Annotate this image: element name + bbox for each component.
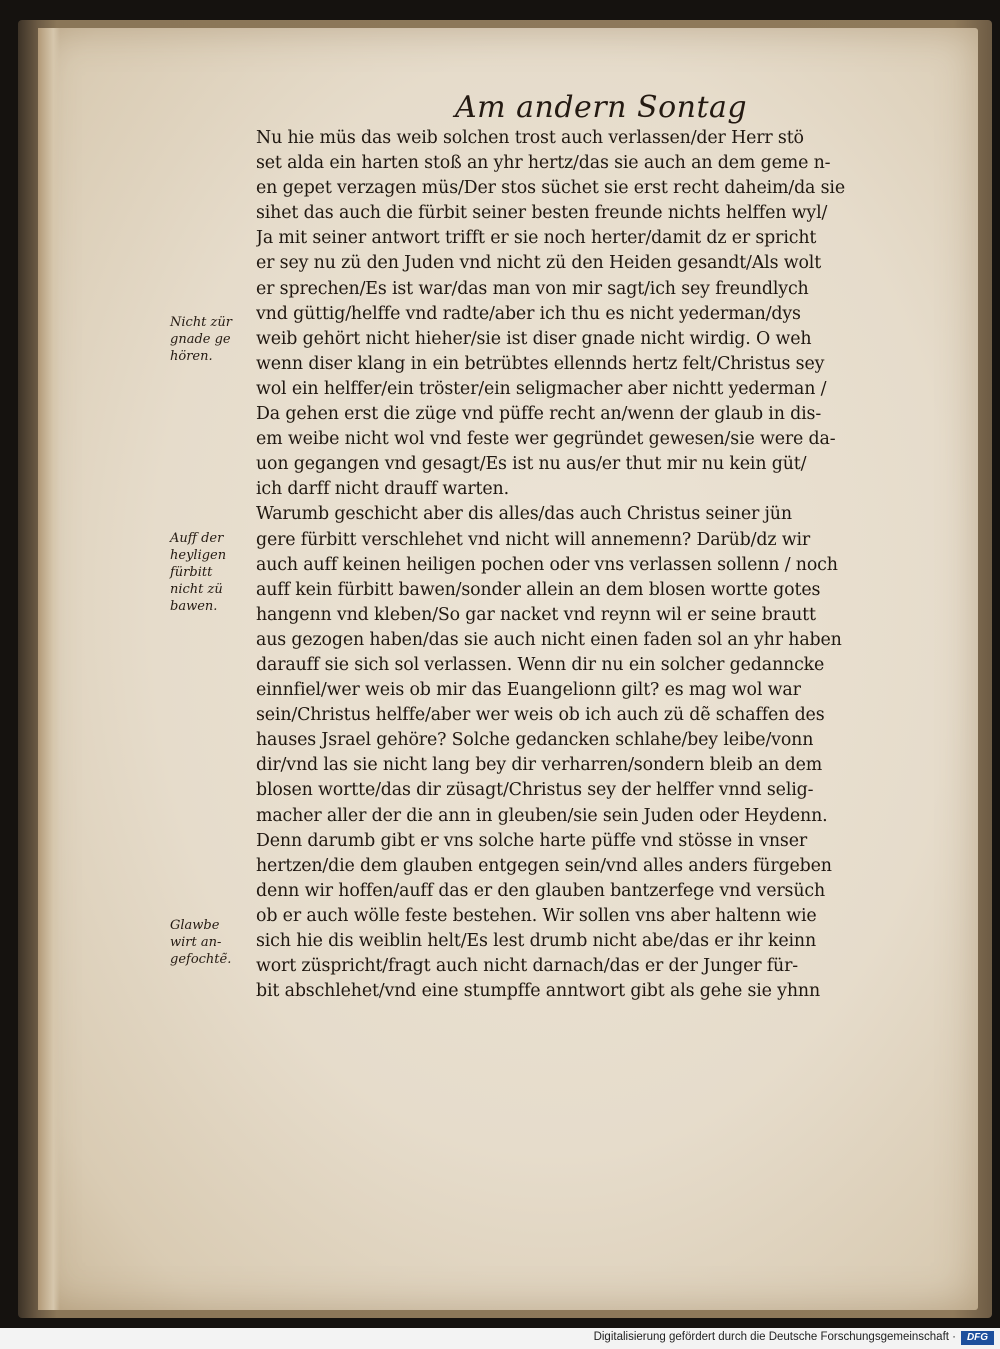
text-line: denn wir hoffen/auff das er den glauben bantzerfege vnd versüch	[256, 880, 826, 901]
text-line: uon gegangen vnd gesagt/Es ist nu aus/er thut mir nu kein güt/	[256, 454, 807, 475]
marginal-note-line: Nicht zür	[170, 315, 232, 330]
marginal-note-line: wirt an-	[170, 935, 222, 950]
marginal-note-line: hören.	[170, 349, 213, 364]
text-line: er sprechen/Es ist war/das man von mir sagt/ich sey freundlych	[256, 278, 809, 299]
running-head: Am andern Sontag	[455, 90, 748, 125]
text-line: sein/Christus helffe/aber wer weis ob ich auch zü dẽ schaffen des	[256, 705, 825, 726]
marginal-note-2	[170, 530, 260, 615]
text-line: em weibe nicht wol vnd feste wer gegründet gewesen/sie were da-	[256, 429, 836, 450]
text-line: gere fürbitt verschlehet vnd nicht will annemenn? Darüb/dz wir	[256, 529, 811, 550]
footer-credit: Digitalisierung gefördert durch die Deutsche Forschungsgemeinschaft ·	[593, 1331, 956, 1343]
marginal-note-line: gefochtẽ.	[170, 952, 232, 967]
text-line: hangenn vnd kleben/So gar nacket vnd reynn wil er seine brautt	[256, 604, 816, 625]
marginal-note-line: Glawbe	[170, 918, 220, 933]
marginal-note-line: bawen.	[170, 599, 218, 614]
text-line: Warumb geschicht aber dis alles/das auch Christus seiner jün	[256, 504, 792, 525]
text-line: ich darff nicht drauff warten.	[256, 479, 509, 500]
text-line: wenn diser klang in ein betrübtes ellennds hertz felt/Christus sey	[256, 353, 825, 374]
text-line: sich hie dis weiblin helt/Es lest drumb nicht abe/das er ihr keinn	[256, 931, 817, 951]
text-line: er sey nu zü den Juden vnd nicht zü den Heiden gesandt/Als wolt	[256, 253, 822, 274]
text-line: weib gehört nicht hieher/sie ist diser gnade nicht wirdig. O weh	[256, 328, 812, 349]
text-line: ob er auch wölle feste bestehen. Wir sollen vns aber haltenn wie	[256, 905, 817, 926]
text-line: vnd güttig/helffe vnd radte/aber ich thu es nicht yederman/dys	[256, 303, 801, 324]
text-line: auff kein fürbitt bawen/sonder allein an dem blosen wortte gotes	[256, 579, 821, 600]
text-line: aus gezogen haben/das sie auch nicht einen faden sol an yhr haben	[256, 629, 842, 650]
dfg-logo[interactable]: DFG	[961, 1331, 994, 1345]
body-text	[256, 126, 931, 1004]
marginal-note-line: fürbitt	[170, 565, 213, 580]
text-line: hertzen/die dem glauben entgegen sein/vnd alles anders fürgeben	[256, 855, 832, 876]
marginal-note-line: Auff der	[170, 531, 224, 546]
text-line: Denn darumb gibt er vns solche harte püffe vnd stösse in vnser	[256, 830, 807, 851]
footer-bar	[0, 1328, 1000, 1349]
text-line: hauses Jsrael gehöre? Solche gedancken schlahe/bey leibe/vonn	[256, 730, 814, 751]
text-line: darauff sie sich sol verlassen. Wenn dir nu ein solcher gedanncke	[256, 654, 825, 675]
marginal-note-1	[170, 314, 260, 365]
text-line: wol ein helffer/ein tröster/ein seligmacher aber nichtt yederman /	[256, 378, 827, 399]
text-line: en gepet verzagen müs/Der stos süchet sie erst recht daheim/da sie	[256, 178, 845, 199]
text-line: set alda ein harten stoß an yhr hertz/das sie auch an dem geme n-	[256, 153, 831, 174]
marginal-note-line: nicht zü	[170, 582, 223, 597]
text-line: einnfiel/wer weis ob mir das Euangelionn gilt? es mag wol war	[256, 680, 801, 701]
text-line: Nu hie müs das weib solchen trost auch verlassen/der Herr stö	[256, 128, 804, 148]
text-line: Ja mit seiner antwort trifft er sie noch herter/damit dz er spricht	[256, 228, 817, 249]
text-line: bit abschlehet/vnd eine stumpffe anntwort gibt als gehe sie yhnn	[256, 981, 821, 1002]
text-line: auch auff keinen heiligen pochen oder vns verlassen sollenn / noch	[256, 554, 838, 575]
marginal-note-3	[170, 917, 260, 968]
text-line: blosen wortte/das dir züsagt/Christus sey der helffer vnnd selig-	[256, 780, 814, 801]
text-line: Da gehen erst die züge vnd püffe recht an/wenn der glaub in dis-	[256, 404, 822, 425]
text-line: macher aller der die ann in gleuben/sie sein Juden oder Heydenn.	[256, 805, 828, 826]
text-line: dir/vnd las sie nicht lang bey dir verharren/sondern bleib an dem	[256, 755, 823, 776]
marginal-note-line: gnade ge	[170, 332, 231, 347]
text-line: wort züspricht/fragt auch nicht darnach/das er der Junger für-	[256, 956, 798, 977]
page-gutter	[38, 28, 60, 1310]
text-line: sihet das auch die fürbit seiner besten freunde nichts helffen wyl/	[256, 203, 828, 224]
marginal-note-line: heyligen	[170, 548, 227, 563]
